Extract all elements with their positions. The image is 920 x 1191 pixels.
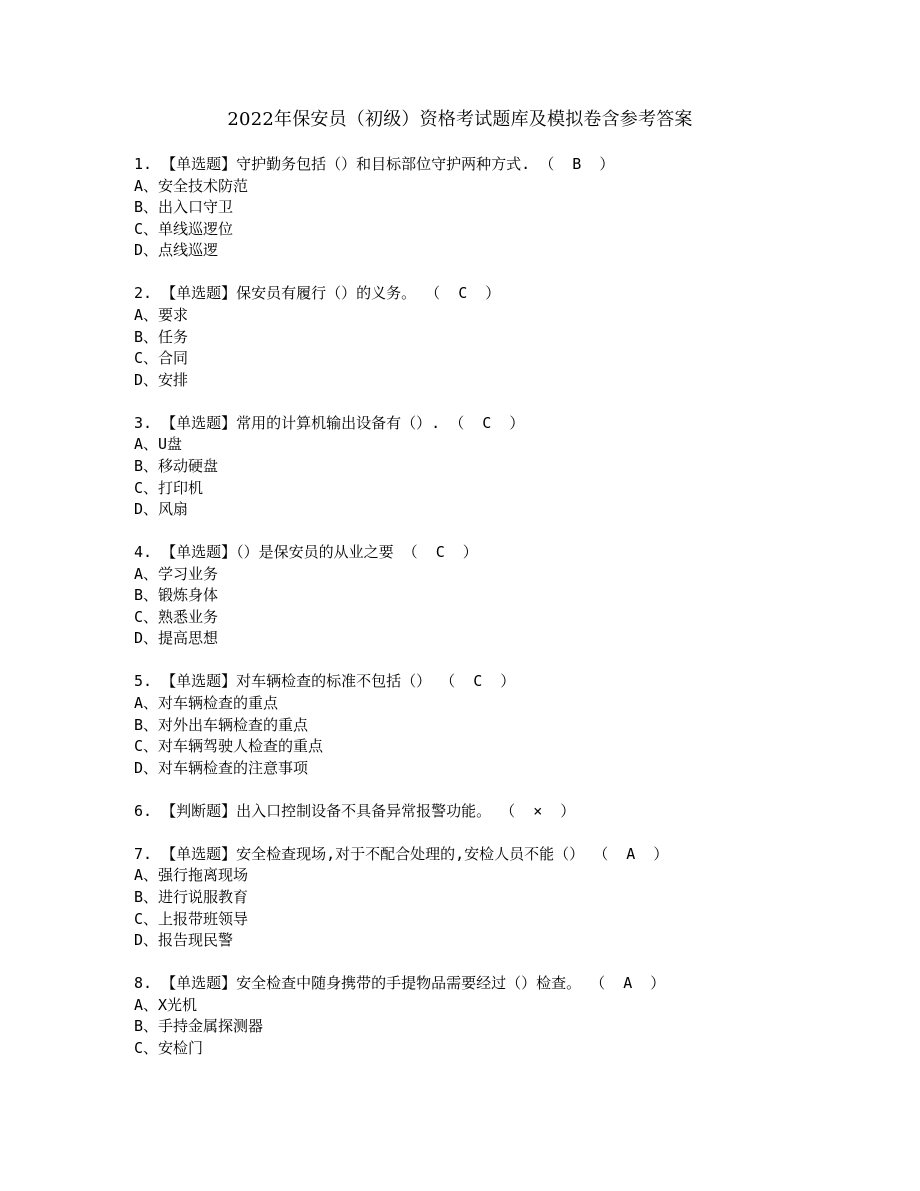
answer-key: （ A ） <box>593 844 669 863</box>
question-type: 【单选题】 <box>161 155 237 173</box>
answer-option: C、单线巡逻位 <box>134 219 234 238</box>
document-title: 2022年保安员（初级）资格考试题库及模拟卷含参考答案 <box>227 109 693 130</box>
answer-option: B、锻炼身体 <box>134 586 219 605</box>
question-line <box>134 801 834 823</box>
answer-key: （ A ） <box>590 974 666 993</box>
answer-option: C、打印机 <box>134 478 204 497</box>
answer-option: C、合同 <box>134 349 189 368</box>
question-item <box>134 973 834 1059</box>
answer-option: B、进行说服教育 <box>134 887 249 906</box>
question-line <box>134 973 834 995</box>
answer-key: （ C ） <box>440 672 516 691</box>
question-type: 【单选题】 <box>161 413 237 432</box>
question-list <box>134 154 834 1081</box>
answer-option: B、对外出车辆检查的重点 <box>134 715 309 734</box>
question-type: 【单选题】 <box>161 284 237 303</box>
answer-option: D、提高思想 <box>134 629 219 648</box>
question-line <box>134 154 834 176</box>
question-item <box>134 542 834 650</box>
question-text: 安全检查中随身携带的手提物品需要经过（）检查。 <box>236 974 582 993</box>
answer-option: B、手持金属探测器 <box>134 1017 264 1036</box>
question-line <box>134 542 834 564</box>
question-line <box>134 844 834 866</box>
answer-key: （ × ） <box>500 801 576 820</box>
question-type: 【单选题】 <box>161 844 237 863</box>
answer-option: A、X光机 <box>134 995 198 1014</box>
question-item <box>134 283 834 391</box>
answer-key: （ C ） <box>425 284 501 303</box>
question-number: 4. <box>134 543 153 562</box>
answer-option: C、熟悉业务 <box>134 607 219 626</box>
answer-option: D、安排 <box>134 370 189 389</box>
answer-option: D、对车辆检查的注意事项 <box>134 758 309 777</box>
question-text: 守护勤务包括（）和目标部位守护两种方式. <box>236 155 531 173</box>
question-text: 对车辆检查的标准不包括（） <box>236 672 432 691</box>
answer-option: A、强行拖离现场 <box>134 866 249 885</box>
question-line <box>134 413 834 435</box>
question-number: 6. <box>134 801 153 820</box>
answer-option: B、移动硬盘 <box>134 456 219 475</box>
question-text: 安全检查现场,对于不配合处理的,安检人员不能（） <box>236 844 585 863</box>
question-type: 【单选题】 <box>161 672 237 691</box>
answer-option: C、对车辆驾驶人检查的重点 <box>134 737 324 756</box>
question-item <box>134 801 834 823</box>
question-number: 3. <box>134 413 153 432</box>
question-type: 【单选题】 <box>161 974 237 993</box>
answer-option: A、要求 <box>134 305 189 324</box>
answer-key: （ C ） <box>402 543 478 562</box>
answer-option: A、对车辆检查的重点 <box>134 694 279 713</box>
answer-option: B、任务 <box>134 327 189 346</box>
question-item <box>134 413 834 521</box>
question-text: （）是保安员的从业之要 <box>236 543 394 562</box>
answer-option: C、上报带班领导 <box>134 909 249 928</box>
answer-option: A、安全技术防范 <box>134 176 249 195</box>
question-number: 2. <box>134 284 153 303</box>
answer-key: （ C ） <box>449 413 525 432</box>
question-type: 【判断题】 <box>161 801 237 820</box>
question-text: 保安员有履行（）的义务。 <box>236 284 417 303</box>
question-number: 7. <box>134 844 153 863</box>
answer-option: A、U盘 <box>134 435 183 454</box>
answer-option: B、出入口守卫 <box>134 198 234 217</box>
question-line <box>134 671 834 693</box>
answer-option: A、学习业务 <box>134 564 219 583</box>
answer-key: （ B ） <box>539 155 615 173</box>
question-number: 1. <box>134 155 153 173</box>
answer-option: D、点线巡逻 <box>134 241 219 260</box>
question-line <box>134 283 834 305</box>
answer-option: D、风扇 <box>134 500 189 519</box>
question-item <box>134 671 834 779</box>
question-item <box>134 844 834 952</box>
question-number: 8. <box>134 974 153 993</box>
question-text: 出入口控制设备不具备异常报警功能。 <box>236 801 492 820</box>
question-number: 5. <box>134 672 153 691</box>
answer-option: D、报告现民警 <box>134 931 234 950</box>
answer-option: C、安检门 <box>134 1038 204 1057</box>
question-item <box>134 154 834 262</box>
question-type: 【单选题】 <box>161 543 237 562</box>
question-text: 常用的计算机输出设备有（）. <box>236 413 441 432</box>
